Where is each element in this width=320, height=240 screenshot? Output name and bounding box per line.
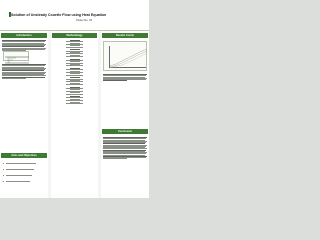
intro-diagram (3, 51, 29, 61)
left-column (0, 31, 48, 198)
poster-header (0, 0, 149, 31)
aims-heading: Aims and Objectives (1, 153, 47, 158)
plot-axes (109, 46, 146, 68)
poster (0, 0, 149, 198)
conclusion-heading: Conclusion (102, 129, 148, 134)
equation-line (66, 65, 83, 66)
results-plot (103, 41, 147, 71)
bullet-icon (3, 181, 4, 182)
right-column (101, 31, 149, 198)
poster-subtitle: Poster No. 03 (76, 19, 92, 22)
bullet-icon (3, 169, 4, 170)
text-line (103, 158, 127, 159)
equation-line (66, 56, 83, 57)
text-line (2, 78, 26, 79)
methodology-heading: Methodology (52, 33, 97, 38)
bullet-icon (3, 175, 4, 176)
text-line (103, 80, 127, 81)
aim-line (6, 169, 34, 170)
aim-line (6, 181, 30, 182)
equation-line (66, 94, 83, 95)
poster-title: Solution of Unsteady Couette Flow using Heat Equation (11, 13, 107, 17)
velocity-profile-lines (110, 46, 147, 68)
aim-line (6, 163, 36, 164)
equation-line (66, 47, 83, 48)
equation-line (66, 75, 83, 76)
results-heading: Results Contd. (102, 33, 148, 38)
equation-line (66, 84, 83, 85)
bullet-icon (3, 163, 4, 164)
aim-line (6, 175, 32, 176)
equation-line (66, 103, 83, 104)
introduction-heading: Introduction (1, 33, 47, 38)
middle-column (51, 31, 98, 198)
